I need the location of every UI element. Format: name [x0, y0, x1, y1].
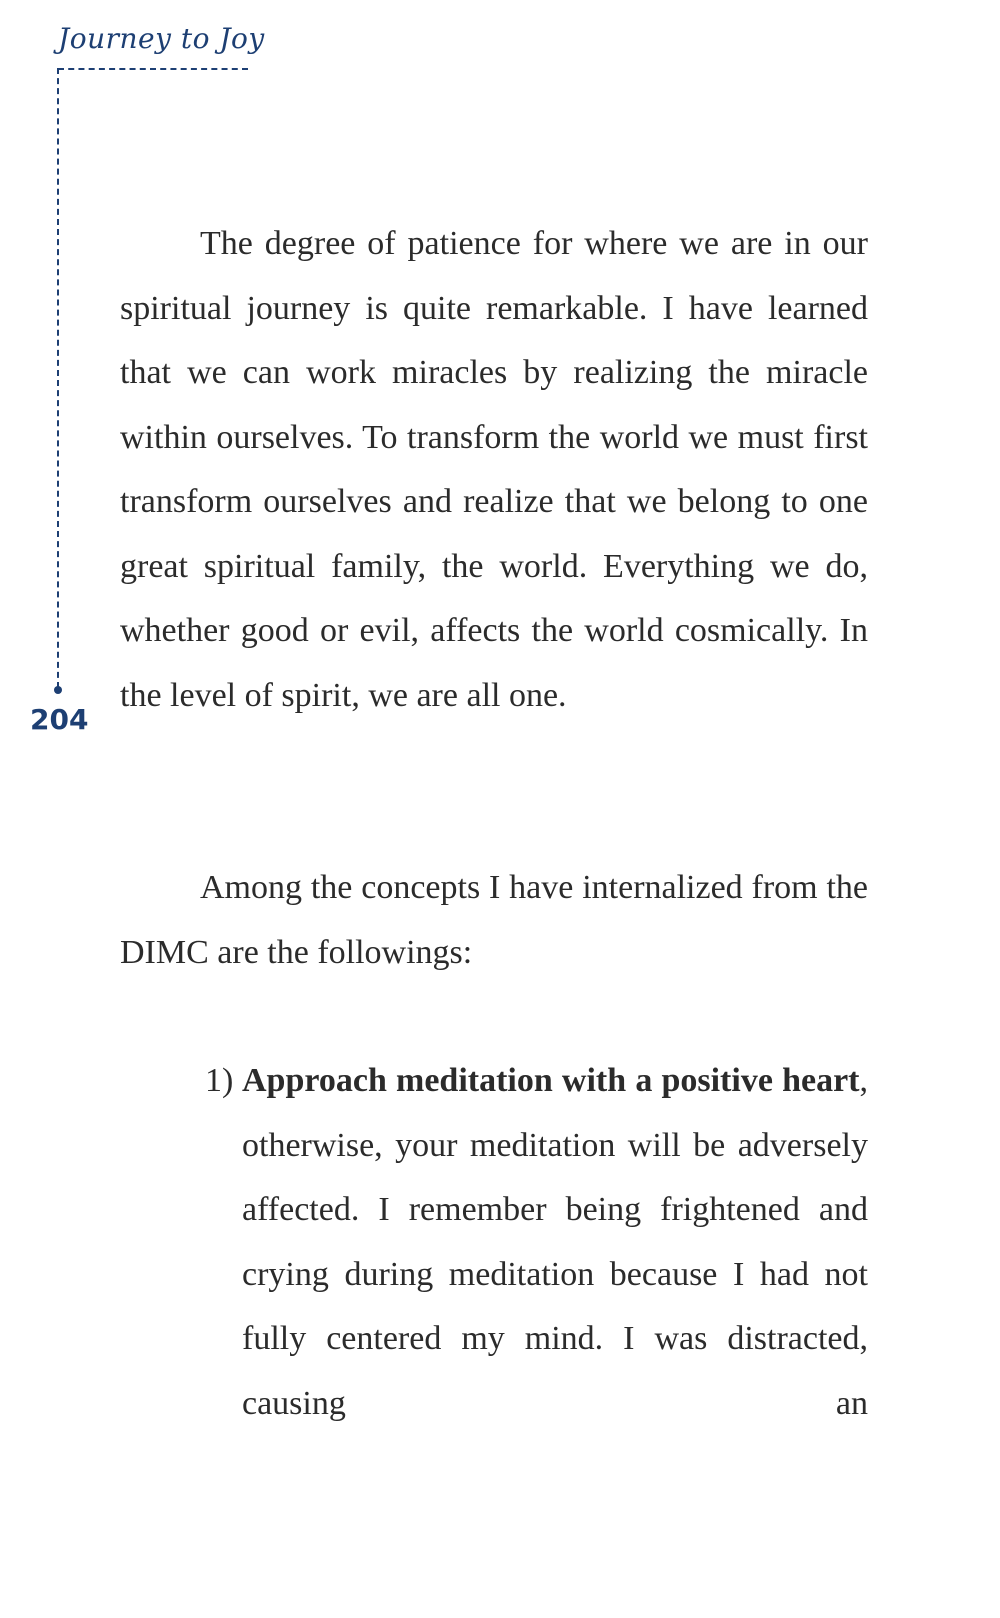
list-item-text: , otherwise, your meditation will be adversely affected. I remember being frightened and crying during meditation because I had not fully centered my mind. I was distracted, causing an: [242, 1062, 868, 1422]
list-item-bold-lead: Approach meditation with a positive heart: [242, 1062, 860, 1099]
header-dashed-rule: [58, 68, 248, 70]
list-marker: 1): [205, 1062, 234, 1099]
side-dashed-rule: [57, 68, 59, 688]
running-head-title: Journey to Joy: [58, 22, 265, 55]
list-item: [205, 1049, 868, 1436]
paragraph-2: Among the concepts I have internalized from the DIMC are the followings:: [120, 869, 868, 971]
page-number: 204: [30, 703, 89, 736]
paragraph-1: The degree of patience for where we are in our spiritual journey is quite remarkable. I have learned that we can work miracles by realizing the miracle within ourselves. To transform the world we must first transform ourselves and realize that we belong to one great spiritual family, the world. Everything we do, whether good or evil, affects the world cosmically. In the level of spirit, we are all one.: [120, 225, 868, 714]
side-rule-dot: [54, 686, 62, 694]
